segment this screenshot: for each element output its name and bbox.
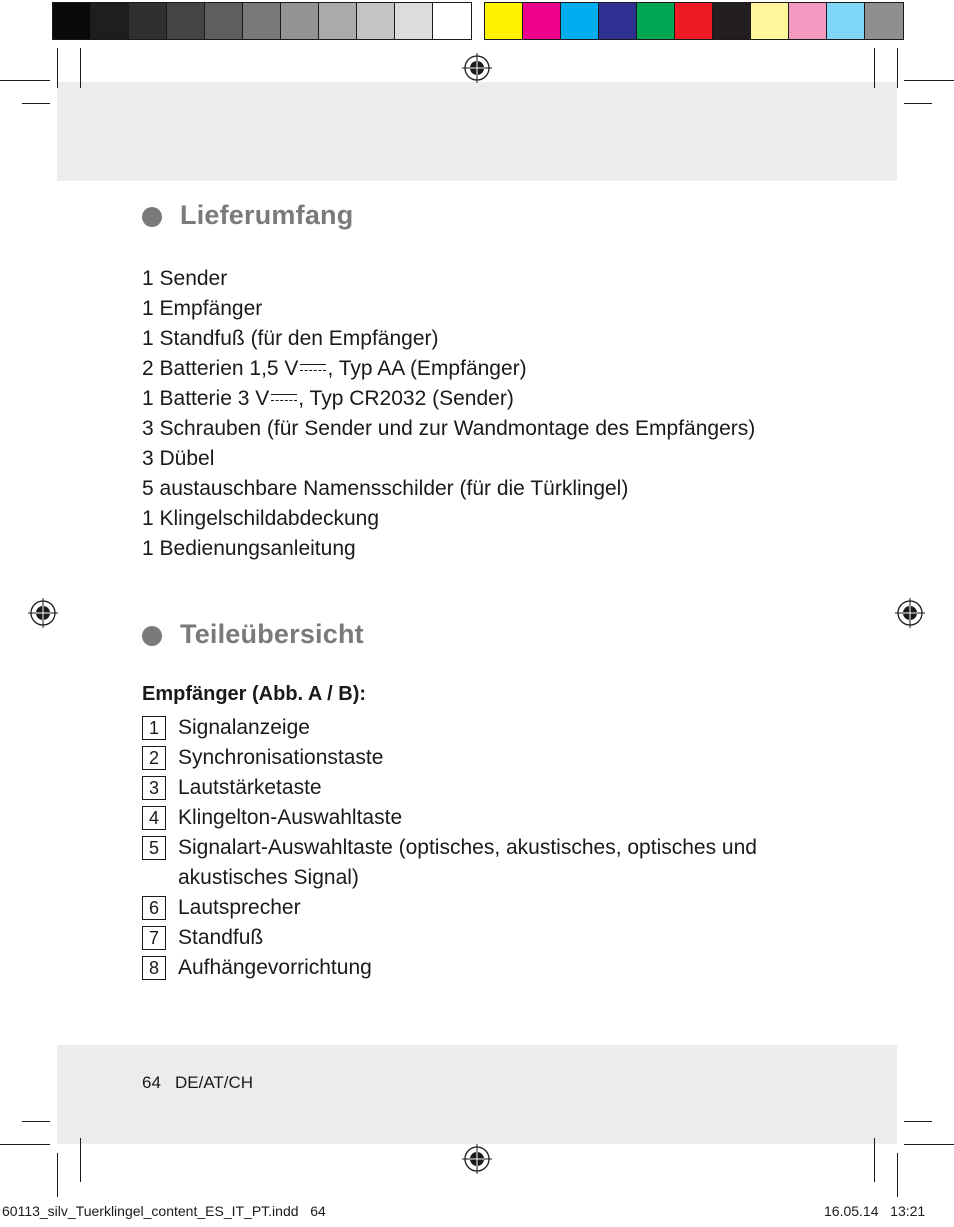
- part-number: 2: [142, 746, 166, 770]
- part-number: 5: [142, 836, 166, 860]
- list-item: 1 Bedienungsanleitung: [142, 537, 356, 560]
- process-color-swatch: [751, 3, 789, 39]
- locale-label: DE/AT/CH: [175, 1073, 254, 1092]
- list-item-text: 1 Batterie 3 V: [142, 387, 270, 410]
- grayscale-swatch: [281, 3, 319, 39]
- grayscale-swatch: [357, 3, 395, 39]
- part-item: [142, 743, 778, 773]
- part-item: [142, 773, 778, 803]
- list-item: 1 Standfuß (für den Empfänger): [142, 327, 439, 350]
- grayscale-swatch: [205, 3, 243, 39]
- process-color-bar: [484, 2, 904, 40]
- slug-datetime: 16.05.14 13:21: [824, 1203, 926, 1219]
- part-number: 3: [142, 776, 166, 800]
- grey-circle-bullet-icon: [142, 207, 162, 227]
- part-item: [142, 833, 778, 893]
- part-label: Klingelton-Auswahltaste: [178, 806, 403, 829]
- grayscale-swatch: [53, 3, 91, 39]
- part-number: 1: [142, 716, 166, 740]
- list-item: 5 austauschbare Namensschilder (für die Türklingel): [142, 477, 629, 500]
- list-item: [142, 384, 755, 414]
- top-gray-band: [57, 82, 897, 181]
- part-item: [142, 893, 778, 923]
- grayscale-swatch: [433, 3, 471, 39]
- part-label: Lautsprecher: [178, 896, 301, 919]
- part-item: [142, 953, 778, 983]
- process-color-swatch: [675, 3, 713, 39]
- process-color-swatch: [789, 3, 827, 39]
- grayscale-swatch: [395, 3, 433, 39]
- contents-section-title: Lieferumfang: [180, 200, 354, 230]
- registration-mark-icon: [895, 598, 925, 628]
- part-label: Synchronisationstaste: [178, 746, 384, 769]
- process-color-swatch: [523, 3, 561, 39]
- part-label: Lautstärketaste: [178, 776, 322, 799]
- process-color-swatch: [865, 3, 903, 39]
- process-color-swatch: [637, 3, 675, 39]
- part-number: 4: [142, 806, 166, 830]
- registration-mark-icon: [462, 53, 492, 83]
- part-item: [142, 923, 778, 953]
- part-number: 7: [142, 926, 166, 950]
- part-label: Signalart-Auswahltaste (optisches, akustisches, optisches und akustisches Signal): [178, 836, 757, 889]
- process-color-swatch: [713, 3, 751, 39]
- part-number: 6: [142, 896, 166, 920]
- part-number: 8: [142, 956, 166, 980]
- grey-circle-bullet-icon: [142, 626, 162, 646]
- grayscale-swatch: [91, 3, 129, 39]
- bottom-gray-band: [57, 1045, 897, 1144]
- grayscale-swatch: [129, 3, 167, 39]
- contents-list: [142, 264, 755, 564]
- process-color-swatch: [561, 3, 599, 39]
- list-item-text: , Typ AA (Empfänger): [327, 357, 527, 380]
- process-color-swatch: [485, 3, 523, 39]
- list-item: 1 Klingelschildabdeckung: [142, 507, 379, 530]
- direct-current-symbol-icon: [300, 364, 326, 374]
- grayscale-color-bar: [52, 2, 472, 40]
- grayscale-swatch: [243, 3, 281, 39]
- list-item: 1 Sender: [142, 267, 228, 290]
- process-color-swatch: [827, 3, 865, 39]
- list-item-text: 2 Batterien 1,5 V: [142, 357, 299, 380]
- receiver-heading: Empfänger (Abb. A / B):: [142, 683, 367, 705]
- part-item: [142, 803, 778, 833]
- part-label: Aufhängevorrichtung: [178, 956, 372, 979]
- page-number: 64: [142, 1073, 161, 1092]
- list-item: 3 Schrauben (für Sender und zur Wandmontage des Empfängers): [142, 417, 756, 440]
- grayscale-swatch: [167, 3, 205, 39]
- process-color-swatch: [599, 3, 637, 39]
- part-item: [142, 713, 778, 743]
- part-label: Standfuß: [178, 926, 264, 949]
- direct-current-symbol-icon: [271, 394, 297, 404]
- grayscale-swatch: [319, 3, 357, 39]
- list-item: 3 Dübel: [142, 447, 215, 470]
- overview-section-title: Teileübersicht: [180, 619, 364, 649]
- slug-filename: 60113_silv_Tuerklingel_content_ES_IT_PT.indd 64: [2, 1203, 326, 1219]
- registration-mark-icon: [28, 598, 58, 628]
- list-item-text: , Typ CR2032 (Sender): [298, 387, 514, 410]
- list-item: 1 Empfänger: [142, 297, 263, 320]
- registration-mark-icon: [462, 1144, 492, 1174]
- part-label: Signalanzeige: [178, 716, 310, 739]
- parts-list: [142, 713, 778, 983]
- list-item: [142, 354, 755, 384]
